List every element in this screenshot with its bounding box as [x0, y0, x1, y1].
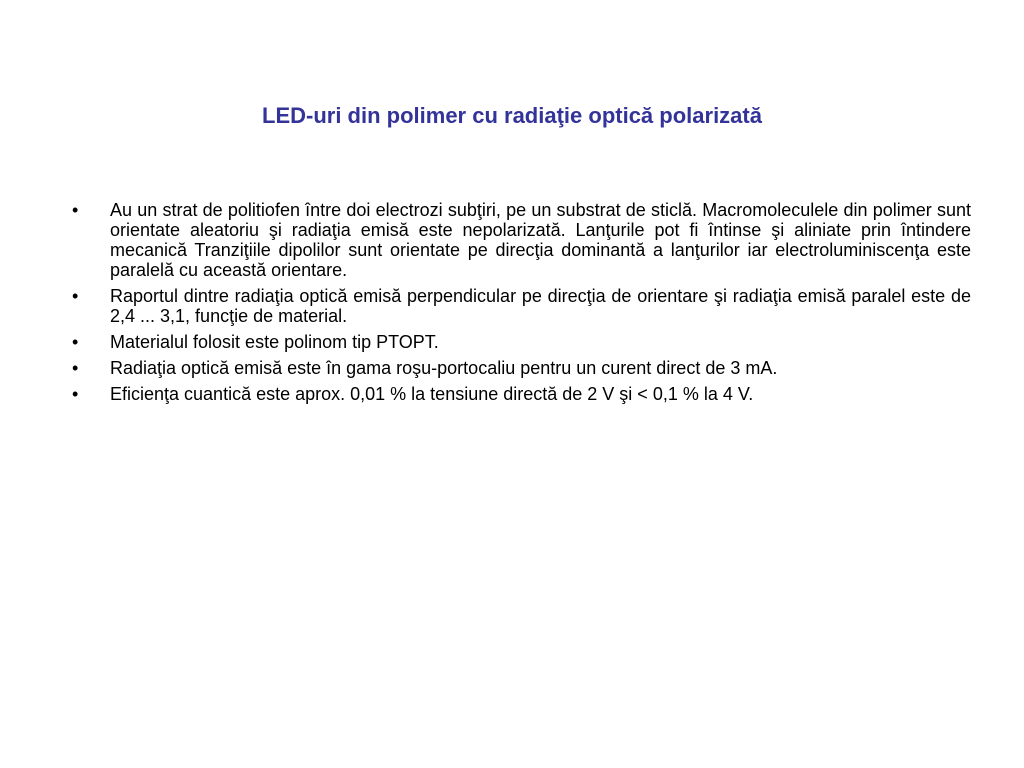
bullet-text: Radiaţia optică emisă este în gama roşu-portocaliu pentru un curent direct de 3 mA.: [110, 358, 778, 378]
bullet-text: Au un strat de politiofen între doi electrozi subţiri, pe un substrat de sticlă. Macromoleculele din polimer sunt orientate aleatoriu şi radiaţia emisă este nepolarizată. Lanţurile pot fi întinse şi aliniate prin întindere mecanică Tranziţiile dipolilor sunt orientate pe direcţia dominantă a lanţurilor iar electroluminiscenţa este paralelă cu această orientare.: [110, 200, 971, 280]
bullet-item: [66, 384, 971, 404]
slide-title: LED-uri din polimer cu radiaţie optică polarizată: [262, 103, 762, 128]
bullet-icon: •: [72, 384, 79, 404]
bullet-text: Raportul dintre radiaţia optică emisă perpendicular pe direcţia de orientare şi radiaţia emisă paralel este de 2,4 ... 3,1, funcţie de material.: [110, 286, 971, 326]
bullet-text: Eficienţa cuantică este aprox. 0,01 % la tensiune directă de 2 V şi < 0,1 % la 4 V.: [110, 384, 754, 404]
bullet-list: [66, 200, 971, 410]
bullet-item: [66, 200, 971, 280]
bullet-item: [66, 358, 971, 378]
bullet-item: [66, 332, 971, 352]
bullet-text: Materialul folosit este polinom tip PTOPT.: [110, 332, 439, 352]
bullet-icon: •: [72, 332, 79, 352]
bullet-icon: •: [72, 358, 79, 378]
bullet-item: [66, 286, 971, 326]
bullet-icon: •: [72, 200, 79, 220]
bullet-icon: •: [72, 286, 79, 306]
